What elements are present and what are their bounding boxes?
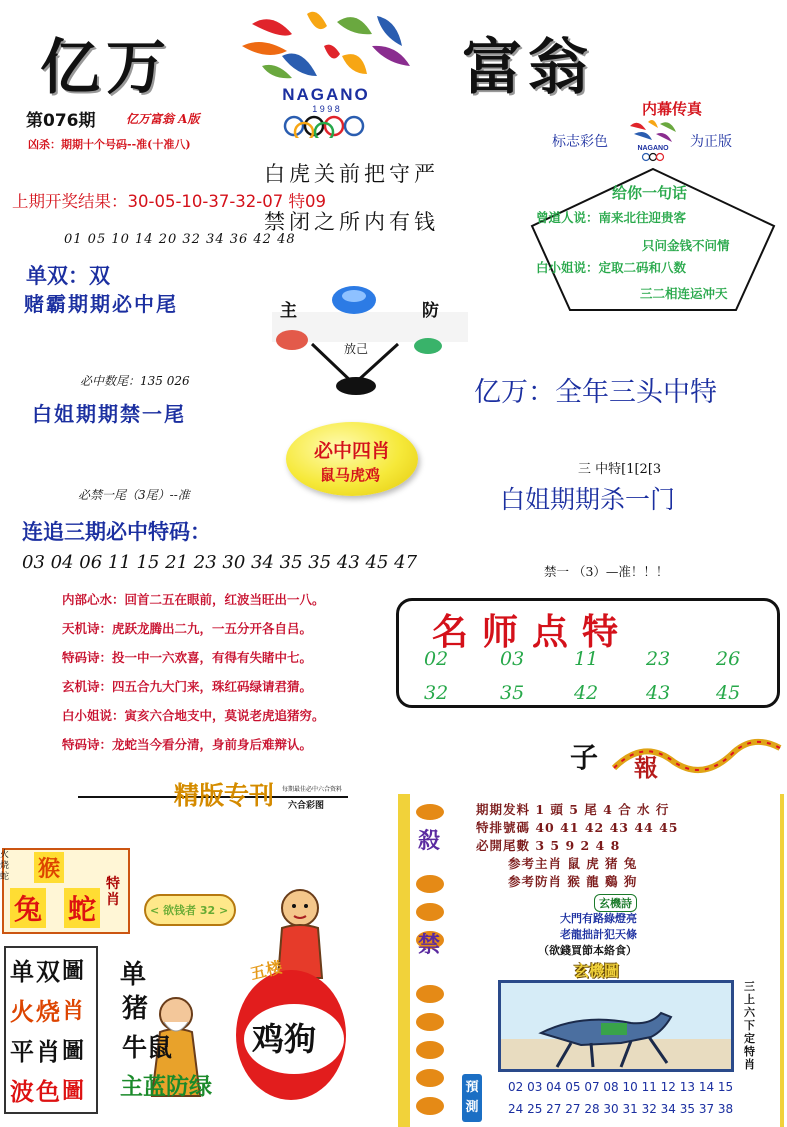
poem-line-2: 禁闭之所内有钱 <box>264 210 439 234</box>
sixiao-animals: 鼠马虎鸡 <box>320 466 381 484</box>
center-right-label: 防 <box>422 301 439 321</box>
logo-brand: NAGANO <box>282 85 370 104</box>
bizhong-weishu: 必中数尾：135 026 <box>80 374 190 388</box>
baijie-shayimen: 白姐期期杀一门 <box>500 485 676 514</box>
mingshi-num: 43 <box>646 682 671 704</box>
report-row: 必開尾數 3 5 9 2 4 8 <box>476 838 621 853</box>
yiwan-text: 亿万：全年三头中特 <box>474 377 717 408</box>
grid-cell: 圖 <box>62 1079 85 1104</box>
stamp-rabbit: 兔 <box>10 888 46 928</box>
edition-label: 亿万富翁 A版 <box>126 112 200 126</box>
grid-cell: 平 <box>10 1038 34 1066</box>
center-bottom-label: 放己 <box>344 342 369 356</box>
grid-cell: 肖 <box>62 999 85 1024</box>
stamp-monkey: 猴 <box>34 852 64 883</box>
verse-line-3: （欲錢買節本絡食） <box>538 944 637 957</box>
numbers-row-2: 03 04 06 11 15 21 23 30 34 35 35 43 45 47 <box>22 552 418 573</box>
mid-label-1: 单 <box>120 960 147 990</box>
dragon-decoration <box>604 728 784 788</box>
mingshi-num: 45 <box>716 682 741 704</box>
prediction-numbers-2: 24 25 27 27 28 30 31 32 34 35 37 38 <box>508 1102 734 1116</box>
xuanji-picture <box>498 980 734 1072</box>
grid-col <box>10 952 38 1112</box>
pentagon-line-3: 白小姐说：定取二码和八数 <box>536 260 687 275</box>
sanzhongte: 三 中特[1[2[3 <box>578 462 662 477</box>
report-title-char-1: 子 <box>570 741 599 774</box>
grid-cell: 色 <box>36 1078 60 1106</box>
bottom-right-panel <box>398 728 787 1127</box>
fax-small-logo <box>622 116 684 162</box>
pentagon-title: 给你一句话 <box>612 184 688 202</box>
report-row: 参考主肖 鼠 虎 猪 兔 <box>508 856 638 871</box>
mingshi-num: 32 <box>424 682 449 704</box>
mingshi-num: 11 <box>574 648 599 670</box>
danshuang-text: 单双：双 <box>26 263 110 288</box>
grid-col <box>62 952 90 1112</box>
mingshi-num: 42 <box>574 682 599 704</box>
special-issue-text: 精版专刊 <box>174 781 275 810</box>
report-row: 期期发料 1 頭 5 尾 4 合 水 行 <box>476 802 670 817</box>
pentagon-line-1: 曾道人说：南来北往迎贵客 <box>536 210 687 225</box>
mid-label-3: 牛鼠 <box>122 1033 173 1062</box>
prediction-tag: 預測 <box>462 1074 482 1122</box>
nagano-logo <box>232 6 420 138</box>
picture-title: 玄機圖 <box>574 962 620 980</box>
baijie-jinyiwei: 白姐期期禁一尾 <box>32 402 186 426</box>
verse-line-2: 老龍拙計犯天條 <box>560 928 637 941</box>
stamp-texiao: 特肖 <box>106 876 120 908</box>
pentagon-line-4: 三二相连运冲天 <box>640 286 728 301</box>
stamp-snake: 蛇 <box>64 888 100 928</box>
grid-cell: 波 <box>10 1078 34 1106</box>
mid-label-4-text: 主蓝防绿 <box>120 1074 212 1100</box>
vertical-text: 火烧蛇 <box>0 850 10 882</box>
grid-cell: 肖 <box>36 1038 60 1066</box>
grid-cell: 烧 <box>36 998 60 1026</box>
grid-cell: 单 <box>10 958 34 986</box>
issue-note: 凶杀：期期十个号码--准(十准八) <box>28 138 191 151</box>
poem-line-1: 白虎关前把守严 <box>264 162 439 186</box>
issue-number: 第076期 <box>26 111 96 131</box>
grid-cell: 火 <box>10 998 34 1026</box>
fax-right: 为正版 <box>690 134 732 150</box>
left-char-ban: 禁 <box>418 933 441 958</box>
report-row: 特排號碼 40 41 42 43 44 45 <box>476 820 679 835</box>
bottom-left-panel <box>0 842 358 1127</box>
mingshi-num: 35 <box>500 682 525 704</box>
logo-year: 1 9 9 8 <box>312 104 340 114</box>
mingshi-num: 02 <box>424 648 449 670</box>
report-title-char-2: 報 <box>634 754 658 782</box>
mid-label-2: 猪 <box>122 994 149 1024</box>
mid-label-4 <box>120 1068 212 1101</box>
poem-row: 白小姐说：寅亥六合地支中，莫说老虎追猪穷。 <box>62 708 325 723</box>
poem-row: 玄机诗：四五合九大门来，珠红码绿请君猜。 <box>62 679 313 694</box>
special-issue-title <box>174 776 274 812</box>
banner-text: < 欲钱者 32 > <box>150 904 229 917</box>
bijin-text: 必禁一尾（3尾）--准 <box>78 488 190 502</box>
lianzhui-text: 连追三期必中特码： <box>22 520 211 544</box>
numbers-row-1: 01 05 10 14 20 32 34 36 42 48 <box>64 232 296 247</box>
side-vertical-text: 三上六下定特肖 <box>744 980 755 1071</box>
mingshi-title: 名师点特 <box>432 611 633 653</box>
fax-left: 标志彩色 <box>552 134 608 150</box>
poem-row: 特码诗：龙蛇当今看分清，身前身后难辩认。 <box>62 737 313 752</box>
verse-line-1: 大門有路綠燈亮 <box>560 912 637 925</box>
rooster-dog-text: 鸡狗 <box>252 1020 317 1058</box>
watermark-text: 五楼 <box>248 957 285 984</box>
mingshi-num: 26 <box>716 648 741 670</box>
report-row: 参考防肖 猴 龍 鷄 狗 <box>508 874 638 889</box>
last-result: 上期开奖结果：30-05-10-37-32-07 特09 <box>12 192 326 211</box>
svg-text:NAGANO: NAGANO <box>637 145 669 152</box>
grid-col <box>36 952 64 1112</box>
special-issue-sub: 六合彩图 <box>288 801 325 811</box>
special-issue-tiny: 每期最佳必中六合资料 <box>282 786 343 793</box>
center-left-label: 主 <box>280 301 297 321</box>
dubawei-text: 赌霸期期必中尾 <box>24 292 178 316</box>
title-left: 亿万 <box>40 33 172 103</box>
title-right: 富翁 <box>462 33 594 103</box>
mingshi-num: 03 <box>500 648 525 670</box>
poem-row: 特码诗：投一中一六欢喜，有得有失睹中七。 <box>62 650 313 665</box>
mingshi-num: 23 <box>646 648 671 670</box>
prediction-numbers-1: 02 03 04 05 07 08 10 11 12 13 14 15 <box>508 1080 734 1094</box>
grid-cell: 双 <box>36 958 60 986</box>
jinyi-text: 禁一 （3）—准！！！ <box>544 564 669 579</box>
grid-cell: 圖 <box>62 1039 85 1064</box>
fax-title: 内幕传真 <box>642 100 703 118</box>
poem-row: 天机诗：虎跃龙腾出二九，一五分开各自吕。 <box>62 621 313 636</box>
left-char-kill: 殺 <box>418 829 441 854</box>
poem-row: 内部心水：回首二五在眼前，红波当旺出一八。 <box>62 592 325 607</box>
pentagon-line-2: 只问金钱不问情 <box>642 238 730 253</box>
verse-section-title: 玄機詩 <box>594 894 637 912</box>
sixiao-title: 必中四肖 <box>314 440 391 462</box>
grid-cell: 圖 <box>62 959 85 984</box>
